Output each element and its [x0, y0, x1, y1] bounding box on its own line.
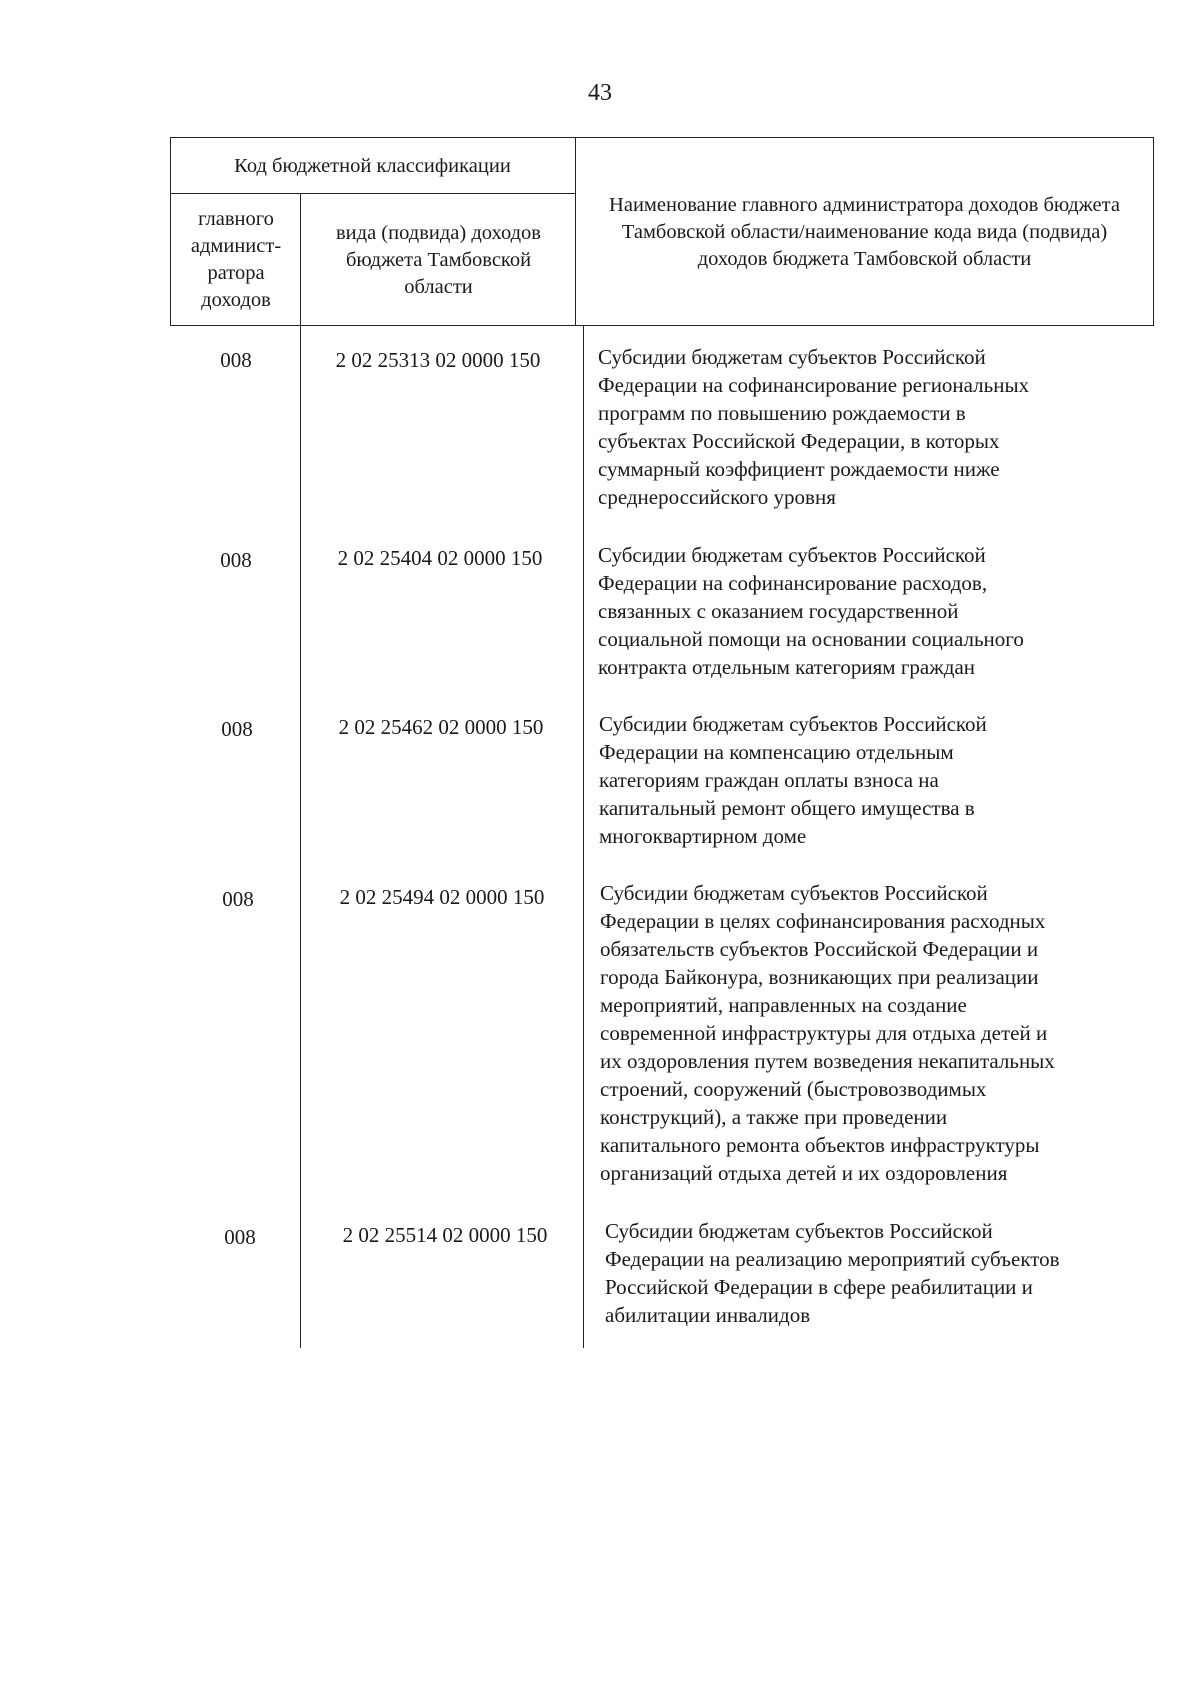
- header-col-name: Наименование главного администратора доходов бюджета Тамбовской области/наименование кода вида (подвида) доходов бюджета Тамбовской области: [609, 193, 1120, 270]
- row-admin-code: 008: [222, 887, 254, 911]
- row-name: Субсидии бюджетам субъектов Российской Федерации на реализацию мероприятий субъектов Российской Федерации в сфере реабилитации и абилитации инвалидов: [605, 1219, 1060, 1327]
- row-admin-code: 008: [220, 348, 252, 372]
- column-rule: [300, 326, 301, 1348]
- row-revenue-code: 2 02 25514 02 0000 150: [342, 1223, 548, 1247]
- row-revenue-code: 2 02 25494 02 0000 150: [339, 885, 545, 909]
- row-name: Субсидии бюджетам субъектов Российской Федерации на софинансирование региональных программ по повышению рождаемости в субъектах Российской Федерации, в которых суммарный коэффициент рождаемости ниже среднероссийского уровня: [598, 345, 1030, 509]
- header-group-title: Код бюджетной классификации: [234, 155, 511, 177]
- row-admin-code: 008: [220, 548, 252, 572]
- row-revenue-code: 2 02 25462 02 0000 150: [338, 715, 544, 739]
- header-col-code: вида (подвида) доходов бюджета Тамбовской области: [336, 221, 541, 298]
- row-revenue-code: 2 02 25404 02 0000 150: [337, 546, 543, 570]
- row-admin-code: 008: [221, 717, 253, 741]
- header-divider: [170, 193, 575, 194]
- page-number: 43: [588, 80, 612, 106]
- header-col-admin: главного админист- ратора доходов: [190, 208, 282, 311]
- row-name: Субсидии бюджетам субъектов Российской Федерации на компенсацию отдельным категориям граждан оплаты взноса на капитальный ремонт общего имущества в многоквартирном доме: [599, 712, 987, 848]
- row-name: Субсидии бюджетам субъектов Российской Федерации в целях софинансирования расходных обязательств субъектов Российской Федерации и города Байконура, возникающих при реализации мероприятий, направленных на создание современной инфраструктуры для отдыха детей и их оздоровления путем возведения некапитальных строений, сооружений (быстровозводимых конструкций), а также при проведении капитального ремонта объектов инфраструктуры организаций отдыха детей и их оздоровления: [600, 881, 1055, 1185]
- header-divider: [300, 193, 301, 326]
- column-rule: [583, 326, 584, 1348]
- row-name: Субсидии бюджетам субъектов Российской Федерации на софинансирование расходов, связанных с оказанием государственной социальной помощи на основании социального контракта отдельным категориям граждан: [598, 543, 1024, 679]
- header-divider: [575, 137, 576, 326]
- row-admin-code: 008: [224, 1225, 256, 1249]
- row-revenue-code: 2 02 25313 02 0000 150: [335, 348, 541, 372]
